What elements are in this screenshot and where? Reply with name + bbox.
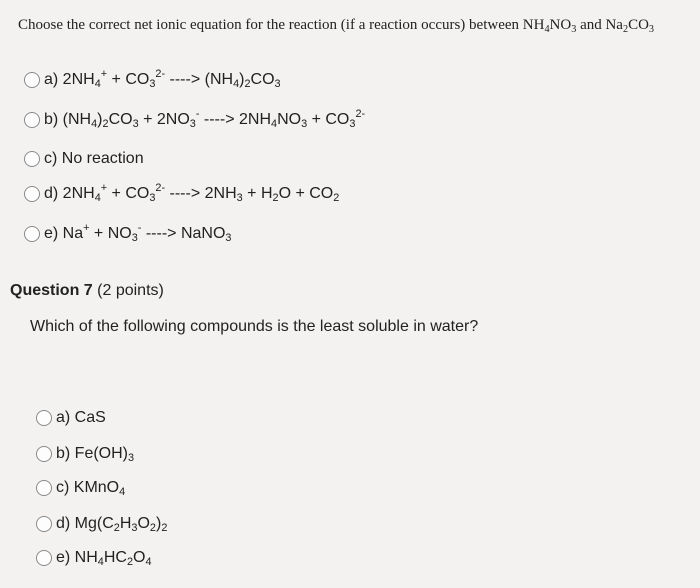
q6-option-a[interactable] [24, 70, 281, 89]
radio-button[interactable] [24, 112, 40, 128]
radio-button[interactable] [36, 550, 52, 566]
q7-option-d[interactable] [36, 514, 167, 533]
radio-button[interactable] [24, 186, 40, 202]
q6-option-e[interactable] [24, 224, 231, 243]
question-title: Question 7 [10, 282, 93, 299]
radio-button[interactable] [36, 516, 52, 532]
q6-option-c[interactable] [24, 149, 144, 168]
option-label: c) No reaction [44, 150, 144, 167]
radio-button[interactable] [36, 410, 52, 426]
question-points: (2 points) [97, 282, 164, 299]
option-label: d) $Mg(C_2H_3O_2)_2$ [56, 515, 168, 535]
question7-header [10, 282, 164, 300]
q7-option-e[interactable] [36, 548, 152, 567]
q7-option-c[interactable] [36, 478, 125, 497]
option-label: a) CaS [56, 409, 106, 426]
option-label: a) $2NH_4^+ + CO_3^{2-}$ ----> $(NH_4)_2CO_3$ [44, 68, 281, 91]
option-label: b) $Fe(OH)_3$ [56, 445, 135, 465]
option-label: e) $Na^+ + NO_3^-$ ----> NaNO$_3$ [44, 222, 232, 245]
q6-option-d[interactable] [24, 184, 339, 203]
option-label: e) $NH_4HC_2O_4$ [56, 549, 152, 569]
radio-button[interactable] [36, 446, 52, 462]
option-label: c) KMnO$_4$ [56, 479, 126, 499]
option-label: b) $(NH_4)_2CO_3 + 2NO_3^-$ ----> $2NH_4NO_3 + CO_3^{2-}$ [44, 108, 366, 131]
question6-prompt: Choose the correct net ionic equation for the reaction (if a reaction occurs) between $NH_4NO_3$ and $Na_2CO_3$ [18, 17, 654, 35]
radio-button[interactable] [24, 72, 40, 88]
option-label: d) $2NH_4^+ + CO_3^{2-}$ ----> $2NH_3 + H_2O + CO_2$ [44, 182, 340, 205]
q7-option-a[interactable] [36, 408, 106, 427]
q7-option-b[interactable] [36, 444, 134, 463]
radio-button[interactable] [24, 226, 40, 242]
radio-button[interactable] [36, 480, 52, 496]
radio-button[interactable] [24, 151, 40, 167]
q6-option-b[interactable] [24, 110, 365, 129]
question7-prompt: Which of the following compounds is the least soluble in water? [30, 318, 479, 335]
